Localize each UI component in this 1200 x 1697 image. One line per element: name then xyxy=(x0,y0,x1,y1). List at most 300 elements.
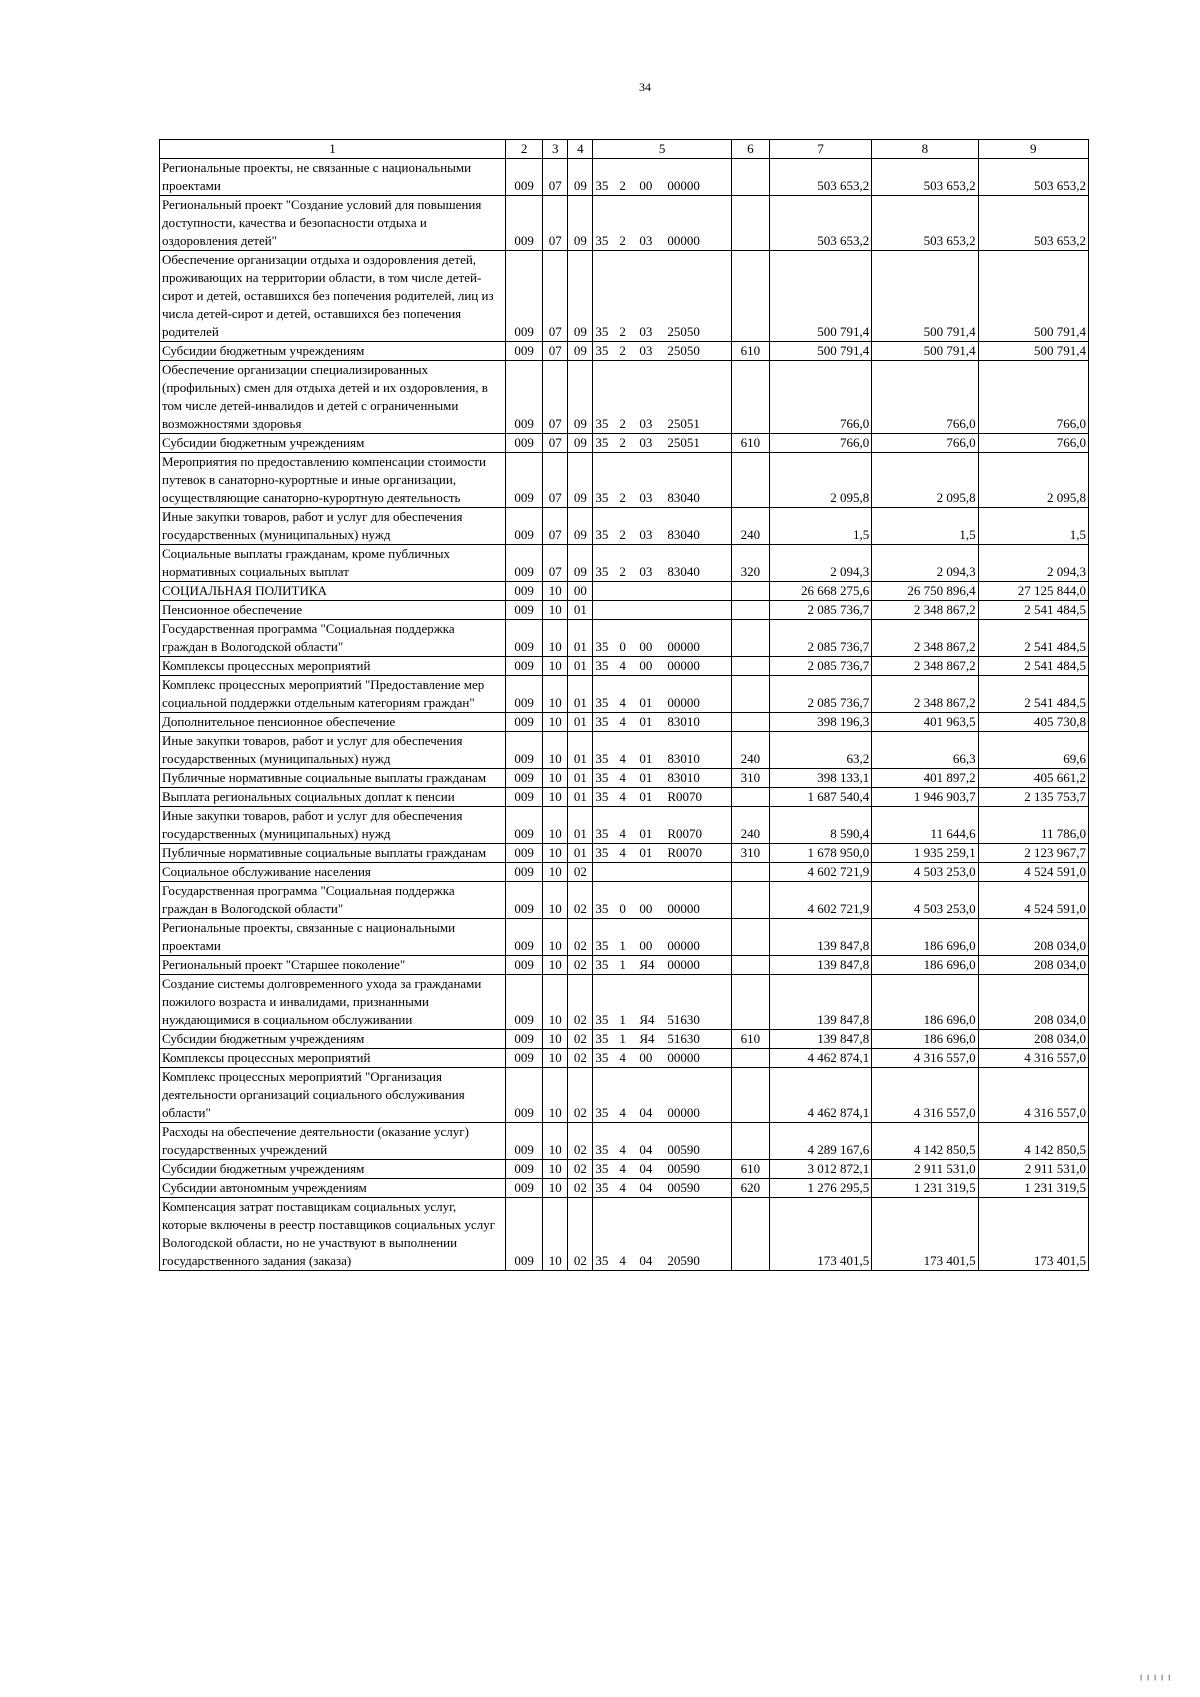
target-article-part: 04 xyxy=(639,1161,653,1176)
row-target-article xyxy=(593,601,731,620)
target-article-part: 04 xyxy=(639,1180,653,1195)
row-target-article xyxy=(593,975,731,1030)
row-name: Региональный проект "Создание условий для повышения доступности, качества и безопасности отдыха и оздоровления детей" xyxy=(160,196,506,251)
target-article-part: 4 xyxy=(619,1105,626,1120)
row-amount-col9: 405 661,2 xyxy=(978,769,1088,788)
row-amount-col8: 2 348 867,2 xyxy=(872,657,978,676)
target-article-part: 1 xyxy=(619,938,626,953)
row-expense-type: 310 xyxy=(731,769,769,788)
row-subsection-code: 02 xyxy=(568,1198,593,1271)
row-amount-col7: 1 276 295,5 xyxy=(769,1179,871,1198)
row-section-code: 10 xyxy=(543,844,568,863)
target-article-part: 2 xyxy=(619,490,626,505)
row-amount-col8: 2 094,3 xyxy=(872,545,978,582)
target-article-part: 35 xyxy=(595,1012,609,1027)
row-expense-type xyxy=(731,1123,769,1160)
target-article-part: 35 xyxy=(595,789,609,804)
row-section-code: 10 xyxy=(543,956,568,975)
row-ministry-code: 009 xyxy=(506,434,543,453)
row-expense-type xyxy=(731,196,769,251)
row-expense-type xyxy=(731,251,769,342)
target-article-part: R0070 xyxy=(667,845,703,860)
target-article-part: 00000 xyxy=(667,639,700,654)
row-subsection-code: 01 xyxy=(568,713,593,732)
target-article-part: 35 xyxy=(595,845,609,860)
row-subsection-code: 01 xyxy=(568,807,593,844)
target-article-part: 83040 xyxy=(667,490,700,505)
table-row xyxy=(160,863,1089,882)
row-amount-col7: 2 095,8 xyxy=(769,453,871,508)
row-subsection-code: 00 xyxy=(568,582,593,601)
row-subsection-code: 09 xyxy=(568,508,593,545)
table-row xyxy=(160,1068,1089,1123)
row-amount-col8: 766,0 xyxy=(872,434,978,453)
row-amount-col8: 26 750 896,4 xyxy=(872,582,978,601)
target-article-part: 35 xyxy=(595,1180,609,1195)
row-expense-type xyxy=(731,975,769,1030)
row-expense-type xyxy=(731,361,769,434)
target-article-part: 35 xyxy=(595,714,609,729)
row-amount-col9: 11 786,0 xyxy=(978,807,1088,844)
row-target-article xyxy=(593,788,731,807)
target-article-part: 35 xyxy=(595,233,609,248)
row-name: Пенсионное обеспечение xyxy=(160,601,506,620)
row-amount-col9: 2 541 484,5 xyxy=(978,601,1088,620)
row-amount-col7: 2 085 736,7 xyxy=(769,657,871,676)
row-ministry-code: 009 xyxy=(506,1198,543,1271)
row-subsection-code: 09 xyxy=(568,159,593,196)
row-amount-col7: 1,5 xyxy=(769,508,871,545)
row-amount-col7: 139 847,8 xyxy=(769,975,871,1030)
row-expense-type: 240 xyxy=(731,807,769,844)
row-expense-type: 610 xyxy=(731,434,769,453)
table-row xyxy=(160,620,1089,657)
table-row xyxy=(160,975,1089,1030)
row-expense-type xyxy=(731,159,769,196)
row-amount-col8: 186 696,0 xyxy=(872,956,978,975)
row-target-article xyxy=(593,342,731,361)
row-target-article xyxy=(593,453,731,508)
target-article-part: 03 xyxy=(639,233,653,248)
target-article-part: 03 xyxy=(639,490,653,505)
target-article-part: 35 xyxy=(595,1105,609,1120)
target-article-part: 00590 xyxy=(667,1142,700,1157)
row-target-article xyxy=(593,863,731,882)
row-expense-type xyxy=(731,713,769,732)
target-article-part: Я4 xyxy=(639,957,655,972)
target-article-part: 04 xyxy=(639,1105,653,1120)
row-amount-col8: 2 348 867,2 xyxy=(872,676,978,713)
row-amount-col9: 69,6 xyxy=(978,732,1088,769)
table-row xyxy=(160,769,1089,788)
row-name: Комплексы процессных мероприятий xyxy=(160,657,506,676)
row-ministry-code: 009 xyxy=(506,975,543,1030)
target-article-part: 00000 xyxy=(667,1105,700,1120)
row-name: Региональные проекты, не связанные с национальными проектами xyxy=(160,159,506,196)
row-amount-col7: 766,0 xyxy=(769,361,871,434)
target-article-part: 4 xyxy=(619,826,626,841)
row-target-article xyxy=(593,434,731,453)
row-expense-type xyxy=(731,1049,769,1068)
target-article-part: 00000 xyxy=(667,658,700,673)
row-ministry-code: 009 xyxy=(506,769,543,788)
target-article-part: 00000 xyxy=(667,1050,700,1065)
row-ministry-code: 009 xyxy=(506,807,543,844)
row-ministry-code: 009 xyxy=(506,1068,543,1123)
row-ministry-code: 009 xyxy=(506,620,543,657)
row-subsection-code: 02 xyxy=(568,919,593,956)
target-article-part: 03 xyxy=(639,435,653,450)
table-row xyxy=(160,882,1089,919)
target-article-part: 00 xyxy=(639,658,653,673)
row-target-article xyxy=(593,361,731,434)
row-amount-col8: 4 316 557,0 xyxy=(872,1068,978,1123)
row-amount-col8: 173 401,5 xyxy=(872,1198,978,1271)
target-article-part: 00 xyxy=(639,938,653,953)
row-expense-type xyxy=(731,956,769,975)
target-article-part: 2 xyxy=(619,435,626,450)
target-article-part: 0 xyxy=(619,901,626,916)
row-amount-col8: 503 653,2 xyxy=(872,159,978,196)
target-article-part: 35 xyxy=(595,490,609,505)
row-ministry-code: 009 xyxy=(506,196,543,251)
row-amount-col7: 1 687 540,4 xyxy=(769,788,871,807)
row-amount-col7: 139 847,8 xyxy=(769,956,871,975)
target-article-part: 00 xyxy=(639,1050,653,1065)
target-article-part: 35 xyxy=(595,938,609,953)
row-section-code: 07 xyxy=(543,434,568,453)
row-ministry-code: 009 xyxy=(506,882,543,919)
row-target-article xyxy=(593,1179,731,1198)
row-amount-col8: 500 791,4 xyxy=(872,342,978,361)
target-article-part: Я4 xyxy=(639,1031,655,1046)
table-row xyxy=(160,956,1089,975)
target-article-part: 83010 xyxy=(667,770,700,785)
target-article-part: 25050 xyxy=(667,343,700,358)
row-name: Выплата региональных социальных доплат к пенсии xyxy=(160,788,506,807)
row-name: СОЦИАЛЬНАЯ ПОЛИТИКА xyxy=(160,582,506,601)
row-amount-col8: 4 503 253,0 xyxy=(872,882,978,919)
header-col-6: 6 xyxy=(731,140,769,159)
table-row xyxy=(160,159,1089,196)
row-amount-col9: 766,0 xyxy=(978,434,1088,453)
header-col-5: 5 xyxy=(593,140,731,159)
row-expense-type xyxy=(731,676,769,713)
target-article-part: 83040 xyxy=(667,527,700,542)
row-expense-type: 610 xyxy=(731,1030,769,1049)
target-article-part: 4 xyxy=(619,789,626,804)
target-article-part: 4 xyxy=(619,1253,626,1268)
row-target-article xyxy=(593,1198,731,1271)
row-amount-col9: 2 135 753,7 xyxy=(978,788,1088,807)
row-section-code: 10 xyxy=(543,676,568,713)
row-name: Иные закупки товаров, работ и услуг для обеспечения государственных (муниципальных) нужд xyxy=(160,732,506,769)
target-article-part: 00 xyxy=(639,639,653,654)
row-expense-type xyxy=(731,620,769,657)
row-section-code: 10 xyxy=(543,882,568,919)
target-article-part: 00590 xyxy=(667,1161,700,1176)
target-article-part: 03 xyxy=(639,324,653,339)
target-article-part: 83010 xyxy=(667,714,700,729)
row-expense-type: 240 xyxy=(731,508,769,545)
table-row xyxy=(160,1049,1089,1068)
row-subsection-code: 01 xyxy=(568,601,593,620)
target-article-part: 01 xyxy=(639,789,653,804)
row-section-code: 10 xyxy=(543,1198,568,1271)
target-article-part: 2 xyxy=(619,527,626,542)
row-target-article xyxy=(593,196,731,251)
row-amount-col9: 2 541 484,5 xyxy=(978,676,1088,713)
row-name: Мероприятия по предоставлению компенсации стоимости путевок в санаторно-курортные и иные организации, осуществляющие санаторно-курортную деятельность xyxy=(160,453,506,508)
target-article-part: 00 xyxy=(639,901,653,916)
target-article-part: 4 xyxy=(619,658,626,673)
target-article-part: 35 xyxy=(595,751,609,766)
row-amount-col7: 2 085 736,7 xyxy=(769,601,871,620)
table-row xyxy=(160,453,1089,508)
row-section-code: 10 xyxy=(543,1160,568,1179)
row-amount-col9: 4 316 557,0 xyxy=(978,1049,1088,1068)
row-expense-type: 310 xyxy=(731,844,769,863)
row-target-article xyxy=(593,545,731,582)
target-article-part: 25050 xyxy=(667,324,700,339)
row-target-article xyxy=(593,508,731,545)
target-article-part: 2 xyxy=(619,324,626,339)
target-article-part: 51630 xyxy=(667,1031,700,1046)
row-amount-col8: 4 142 850,5 xyxy=(872,1123,978,1160)
header-col-1: 1 xyxy=(160,140,506,159)
row-subsection-code: 02 xyxy=(568,956,593,975)
target-article-part: 25051 xyxy=(667,416,700,431)
row-amount-col7: 63,2 xyxy=(769,732,871,769)
row-amount-col8: 401 963,5 xyxy=(872,713,978,732)
row-target-article xyxy=(593,620,731,657)
row-subsection-code: 02 xyxy=(568,1179,593,1198)
table-row xyxy=(160,1160,1089,1179)
target-article-part: 01 xyxy=(639,695,653,710)
row-subsection-code: 01 xyxy=(568,788,593,807)
target-article-part: 35 xyxy=(595,1253,609,1268)
table-row xyxy=(160,919,1089,956)
row-subsection-code: 01 xyxy=(568,657,593,676)
row-name: Субсидии бюджетным учреждениям xyxy=(160,342,506,361)
row-name: Региональный проект "Старшее поколение" xyxy=(160,956,506,975)
row-subsection-code: 09 xyxy=(568,453,593,508)
row-subsection-code: 09 xyxy=(568,434,593,453)
row-subsection-code: 09 xyxy=(568,545,593,582)
row-ministry-code: 009 xyxy=(506,582,543,601)
row-target-article xyxy=(593,251,731,342)
target-article-part: 83040 xyxy=(667,564,700,579)
row-amount-col9: 1,5 xyxy=(978,508,1088,545)
row-ministry-code: 009 xyxy=(506,956,543,975)
row-subsection-code: 02 xyxy=(568,1068,593,1123)
row-expense-type: 240 xyxy=(731,732,769,769)
target-article-part: 4 xyxy=(619,695,626,710)
target-article-part: 00000 xyxy=(667,957,700,972)
row-section-code: 10 xyxy=(543,769,568,788)
target-article-part: 4 xyxy=(619,770,626,785)
row-name: Обеспечение организации отдыха и оздоровления детей, проживающих на территории области, в том числе детей-сирот и детей, оставшихся без попечения родителей, лиц из числа детей-сирот и детей, оставшихся без попечения родителей xyxy=(160,251,506,342)
row-ministry-code: 009 xyxy=(506,1123,543,1160)
row-expense-type xyxy=(731,582,769,601)
target-article-part: 01 xyxy=(639,845,653,860)
target-article-part: 35 xyxy=(595,901,609,916)
target-article-part: 35 xyxy=(595,1031,609,1046)
target-article-part: 2 xyxy=(619,416,626,431)
target-article-part: 4 xyxy=(619,751,626,766)
target-article-part: 35 xyxy=(595,1050,609,1065)
row-amount-col9: 2 541 484,5 xyxy=(978,657,1088,676)
row-ministry-code: 009 xyxy=(506,657,543,676)
row-section-code: 07 xyxy=(543,342,568,361)
row-section-code: 10 xyxy=(543,863,568,882)
row-amount-col7: 4 462 874,1 xyxy=(769,1049,871,1068)
row-target-article xyxy=(593,956,731,975)
table-row xyxy=(160,676,1089,713)
row-ministry-code: 009 xyxy=(506,919,543,956)
header-col-7: 7 xyxy=(769,140,871,159)
row-target-article xyxy=(593,713,731,732)
scan-marks: ╵╵╵╵╵ xyxy=(1138,1676,1174,1687)
row-section-code: 10 xyxy=(543,620,568,657)
target-article-part: 03 xyxy=(639,527,653,542)
row-ministry-code: 009 xyxy=(506,159,543,196)
target-article-part: 35 xyxy=(595,324,609,339)
row-amount-col7: 500 791,4 xyxy=(769,342,871,361)
target-article-part: 35 xyxy=(595,527,609,542)
table-row xyxy=(160,1198,1089,1271)
row-ministry-code: 009 xyxy=(506,676,543,713)
row-target-article xyxy=(593,769,731,788)
target-article-part: 03 xyxy=(639,416,653,431)
row-name: Публичные нормативные социальные выплаты гражданам xyxy=(160,769,506,788)
header-col-9: 9 xyxy=(978,140,1088,159)
row-section-code: 10 xyxy=(543,713,568,732)
target-article-part: 04 xyxy=(639,1253,653,1268)
target-article-part: 35 xyxy=(595,343,609,358)
row-section-code: 07 xyxy=(543,545,568,582)
row-ministry-code: 009 xyxy=(506,863,543,882)
row-ministry-code: 009 xyxy=(506,844,543,863)
target-article-part: 35 xyxy=(595,1161,609,1176)
table-row xyxy=(160,657,1089,676)
row-name: Иные закупки товаров, работ и услуг для обеспечения государственных (муниципальных) нужд xyxy=(160,807,506,844)
row-amount-col9: 1 231 319,5 xyxy=(978,1179,1088,1198)
row-amount-col8: 1 231 319,5 xyxy=(872,1179,978,1198)
row-amount-col9: 4 316 557,0 xyxy=(978,1068,1088,1123)
row-ministry-code: 009 xyxy=(506,453,543,508)
target-article-part: 35 xyxy=(595,435,609,450)
table-row xyxy=(160,807,1089,844)
target-article-part: 0 xyxy=(619,639,626,654)
row-amount-col9: 173 401,5 xyxy=(978,1198,1088,1271)
row-ministry-code: 009 xyxy=(506,1179,543,1198)
target-article-part: 2 xyxy=(619,564,626,579)
row-expense-type: 610 xyxy=(731,342,769,361)
target-article-part: 04 xyxy=(639,1142,653,1157)
row-name: Субсидии автономным учреждениям xyxy=(160,1179,506,1198)
row-target-article xyxy=(593,1123,731,1160)
row-amount-col7: 173 401,5 xyxy=(769,1198,871,1271)
row-section-code: 07 xyxy=(543,508,568,545)
row-ministry-code: 009 xyxy=(506,713,543,732)
row-section-code: 10 xyxy=(543,1030,568,1049)
row-amount-col7: 766,0 xyxy=(769,434,871,453)
row-amount-col7: 3 012 872,1 xyxy=(769,1160,871,1179)
row-target-article xyxy=(593,582,731,601)
row-amount-col9: 503 653,2 xyxy=(978,196,1088,251)
row-amount-col9: 2 911 531,0 xyxy=(978,1160,1088,1179)
row-amount-col8: 2 348 867,2 xyxy=(872,601,978,620)
row-target-article xyxy=(593,676,731,713)
target-article-part: Я4 xyxy=(639,1012,655,1027)
row-name: Обеспечение организации специализированных (профильных) смен для отдыха детей и их оздоровления, в том числе детей-инвалидов и детей с ограниченными возможностями здоровья xyxy=(160,361,506,434)
row-subsection-code: 01 xyxy=(568,732,593,769)
row-amount-col7: 8 590,4 xyxy=(769,807,871,844)
target-article-part: 1 xyxy=(619,957,626,972)
table-row xyxy=(160,361,1089,434)
row-name: Комплексы процессных мероприятий xyxy=(160,1049,506,1068)
row-ministry-code: 009 xyxy=(506,1160,543,1179)
row-ministry-code: 009 xyxy=(506,788,543,807)
row-ministry-code: 009 xyxy=(506,545,543,582)
row-target-article xyxy=(593,844,731,863)
row-ministry-code: 009 xyxy=(506,508,543,545)
row-section-code: 10 xyxy=(543,788,568,807)
row-amount-col7: 2 085 736,7 xyxy=(769,676,871,713)
row-amount-col7: 4 602 721,9 xyxy=(769,863,871,882)
row-amount-col8: 2 911 531,0 xyxy=(872,1160,978,1179)
target-article-part: 00000 xyxy=(667,178,700,193)
row-name: Субсидии бюджетным учреждениям xyxy=(160,1030,506,1049)
table-row xyxy=(160,251,1089,342)
target-article-part: 4 xyxy=(619,1161,626,1176)
target-article-part: 00000 xyxy=(667,695,700,710)
row-expense-type: 620 xyxy=(731,1179,769,1198)
row-subsection-code: 02 xyxy=(568,863,593,882)
row-target-article xyxy=(593,1030,731,1049)
target-article-part: 35 xyxy=(595,658,609,673)
row-expense-type xyxy=(731,1068,769,1123)
row-section-code: 10 xyxy=(543,1179,568,1198)
row-section-code: 07 xyxy=(543,196,568,251)
row-amount-col8: 4 316 557,0 xyxy=(872,1049,978,1068)
row-subsection-code: 02 xyxy=(568,975,593,1030)
row-section-code: 07 xyxy=(543,159,568,196)
row-amount-col8: 500 791,4 xyxy=(872,251,978,342)
row-amount-col7: 4 462 874,1 xyxy=(769,1068,871,1123)
row-expense-type xyxy=(731,919,769,956)
target-article-part: 00000 xyxy=(667,233,700,248)
target-article-part: 83010 xyxy=(667,751,700,766)
row-target-article xyxy=(593,732,731,769)
row-target-article xyxy=(593,1068,731,1123)
table-header-row xyxy=(160,140,1089,159)
row-amount-col9: 2 095,8 xyxy=(978,453,1088,508)
row-amount-col8: 503 653,2 xyxy=(872,196,978,251)
row-amount-col7: 4 289 167,6 xyxy=(769,1123,871,1160)
row-ministry-code: 009 xyxy=(506,601,543,620)
target-article-part: R0070 xyxy=(667,826,703,841)
row-amount-col9: 500 791,4 xyxy=(978,342,1088,361)
table-row xyxy=(160,196,1089,251)
header-col-3: 3 xyxy=(543,140,568,159)
row-amount-col9: 208 034,0 xyxy=(978,1030,1088,1049)
row-target-article xyxy=(593,1049,731,1068)
target-article-part: 00590 xyxy=(667,1180,700,1195)
row-section-code: 10 xyxy=(543,807,568,844)
row-subsection-code: 09 xyxy=(568,342,593,361)
